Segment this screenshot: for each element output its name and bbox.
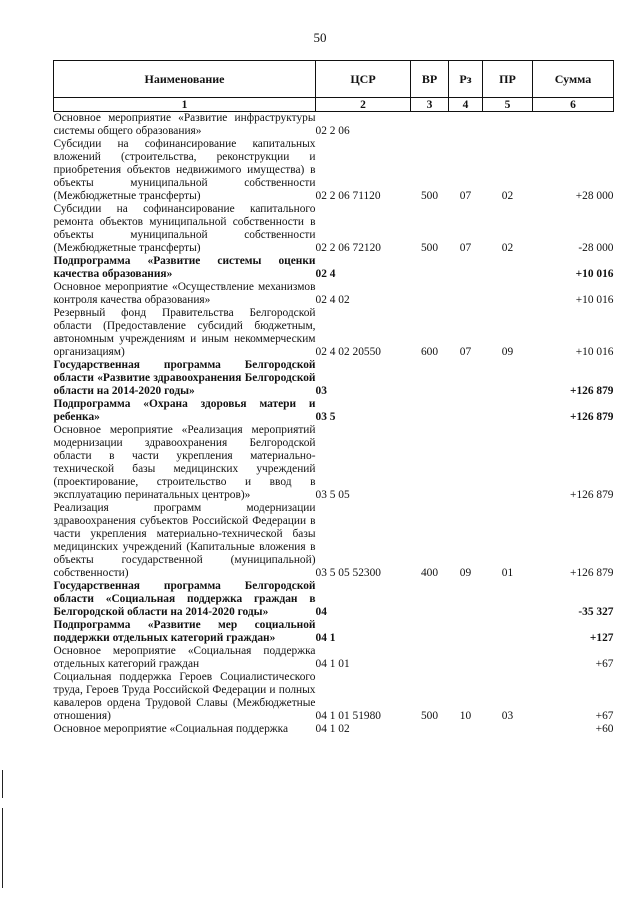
- cell-vr: 500: [420, 242, 439, 254]
- cell-pr: [483, 723, 533, 736]
- column-number: 2: [316, 98, 411, 112]
- table-row: [54, 580, 614, 619]
- cell-vr: [411, 398, 449, 424]
- cell-pr: [483, 112, 533, 139]
- table-row: [54, 645, 614, 671]
- cell-pr: 09: [501, 346, 514, 358]
- header-name: Наименование: [54, 61, 316, 98]
- column-number-row: [54, 98, 614, 112]
- column-number: 6: [533, 98, 614, 112]
- cell-rz: [449, 255, 483, 281]
- table-row: [54, 398, 614, 424]
- cell-name: Основное мероприятие «Развитие инфраструктуры системы общего образования»: [53, 112, 316, 137]
- cell-rz: [449, 424, 483, 502]
- table-row: [54, 671, 614, 723]
- cell-csr: 04 1 01 51980: [315, 710, 381, 722]
- column-number: 5: [483, 98, 533, 112]
- cell-vr: [411, 255, 449, 281]
- cell-pr: [483, 580, 533, 619]
- table-row: [54, 138, 614, 203]
- cell-rz: [449, 281, 483, 307]
- cell-name: Субсидии на софинансирование капитальных вложений (строительства, реконструкции и приобретения объектов недвижимого имущества) в объекты муниципальной собственности (Межбюджетные трансферты): [53, 138, 316, 202]
- cell-pr: [483, 645, 533, 671]
- cell-rz: [449, 619, 483, 645]
- cell-csr: 02 4 02: [315, 294, 350, 306]
- cell-vr: 500: [420, 190, 439, 202]
- table-row: [54, 112, 614, 139]
- cell-csr: 02 4: [315, 268, 336, 280]
- cell-csr: 02 4 02 20550: [315, 346, 381, 358]
- table-row: [54, 255, 614, 281]
- page-number: 50: [313, 30, 327, 45]
- cell-rz: 10: [459, 710, 472, 722]
- budget-table: [53, 60, 614, 736]
- table-row: [54, 723, 614, 736]
- cell-pr: [483, 359, 533, 398]
- cell-sum: +10 016: [575, 294, 614, 306]
- cell-vr: [411, 580, 449, 619]
- table-row: [54, 424, 614, 502]
- column-number: 3: [411, 98, 449, 112]
- column-number: 1: [54, 98, 316, 112]
- cell-name: Социальная поддержка Героев Социалистического труда, Героев Труда Российской Федерации и полных кавалеров ордена Трудовой Славы (Межбюджетные отношения): [53, 671, 316, 722]
- table-row: [54, 281, 614, 307]
- header-row: [54, 61, 614, 98]
- cell-vr: [411, 424, 449, 502]
- table-row: [54, 502, 614, 580]
- cell-pr: [483, 424, 533, 502]
- cell-sum: +126 879: [569, 385, 614, 397]
- cell-csr: 03 5 05: [315, 489, 350, 501]
- cell-vr: [411, 619, 449, 645]
- cell-sum: -28 000: [578, 242, 614, 254]
- cell-name: Основное мероприятие «Реализация мероприятий модернизации здравоохранения Белгородской области в части укрепления материально-технической базы медицинских учреждений (проектирование, строительство и ввод в эксплуатацию перинатальных центров)»: [53, 424, 316, 501]
- cell-sum: +60: [595, 723, 614, 735]
- cell-vr: 600: [420, 346, 439, 358]
- table-body: [54, 112, 614, 737]
- header-rz: Рз: [449, 61, 483, 98]
- cell-pr: 01: [501, 567, 514, 579]
- cell-pr: [483, 398, 533, 424]
- cell-name: Подпрограмма «Развитие мер социальной поддержки отдельных категорий граждан»: [53, 619, 316, 644]
- header-pr: ПР: [483, 61, 533, 98]
- cell-sum: +10 016: [575, 268, 614, 280]
- cell-rz: [449, 723, 483, 736]
- cell-vr: 400: [420, 567, 439, 579]
- cell-rz: 07: [459, 346, 472, 358]
- cell-rz: 07: [459, 190, 472, 202]
- cell-rz: [449, 112, 483, 139]
- cell-csr: 03 5 05 52300: [315, 567, 381, 579]
- cell-rz: [449, 359, 483, 398]
- cell-name: Государственная программа Белгородской области «Социальная поддержка граждан в Белгородской области на 2014-2020 годы»: [53, 580, 316, 618]
- cell-name: Основное мероприятие «Социальная поддержка: [53, 723, 289, 735]
- cell-sum: +67: [595, 658, 614, 670]
- cell-rz: [449, 645, 483, 671]
- cell-csr: 04 1 02: [315, 723, 350, 735]
- cell-name: Резервный фонд Правительства Белгородской области (Предоставление субсидий бюджетным, автономным учреждениям и иным некоммерческим организациям): [53, 307, 316, 358]
- cell-csr: 02 2 06: [315, 125, 350, 137]
- table-row: [54, 359, 614, 398]
- margin-mark: [2, 808, 3, 888]
- cell-sum: -35 327: [578, 606, 614, 618]
- header-vr: ВР: [411, 61, 449, 98]
- cell-rz: [449, 580, 483, 619]
- cell-vr: [411, 723, 449, 736]
- column-number: 4: [449, 98, 483, 112]
- cell-sum: +67: [595, 710, 614, 722]
- table-row: [54, 619, 614, 645]
- cell-name: Основное мероприятие «Осуществление механизмов контроля качества образования»: [53, 281, 316, 306]
- cell-sum: +127: [589, 632, 614, 644]
- cell-vr: [411, 645, 449, 671]
- cell-pr: 02: [501, 242, 514, 254]
- cell-name: Основное мероприятие «Социальная поддержка отдельных категорий граждан: [53, 645, 316, 670]
- cell-csr: 02 2 06 71120: [315, 190, 381, 202]
- cell-csr: 04 1 01: [315, 658, 350, 670]
- cell-rz: 07: [459, 242, 472, 254]
- cell-rz: 09: [459, 567, 472, 579]
- cell-csr: 02 2 06 72120: [315, 242, 381, 254]
- margin-mark: [2, 770, 3, 798]
- cell-vr: [411, 281, 449, 307]
- cell-vr: [411, 359, 449, 398]
- cell-sum: +126 879: [570, 567, 614, 579]
- cell-name: Подпрограмма «Развитие системы оценки качества образования»: [53, 255, 316, 280]
- cell-csr: 03: [315, 385, 327, 397]
- cell-sum: +126 879: [570, 489, 614, 501]
- table-row: [54, 203, 614, 255]
- cell-pr: [483, 619, 533, 645]
- cell-pr: [483, 281, 533, 307]
- cell-name: Реализация программ модернизации здравоохранения субъектов Российской Федерации в части укрепления материально-технической базы медицинских учреждений (Капитальные вложения в объекты государственной (муниципальной) собственности): [53, 502, 316, 579]
- cell-sum: +10 016: [575, 346, 614, 358]
- cell-csr: 04: [315, 606, 327, 618]
- cell-sum: [533, 112, 614, 139]
- cell-pr: 02: [501, 190, 514, 202]
- cell-vr: 500: [420, 710, 439, 722]
- cell-sum: +28 000: [575, 190, 614, 202]
- cell-rz: [449, 398, 483, 424]
- cell-name: Подпрограмма «Охрана здоровья матери и ребенка»: [53, 398, 316, 423]
- cell-name: Государственная программа Белгородской области «Развитие здравоохранения Белгородской области на 2014-2020 годы»: [53, 359, 316, 397]
- cell-csr: 04 1: [315, 632, 336, 644]
- cell-csr: 03 5: [315, 411, 336, 423]
- header-sum: Сумма: [533, 61, 614, 98]
- cell-sum: +126 879: [569, 411, 614, 423]
- cell-pr: 03: [501, 710, 514, 722]
- cell-name: Субсидии на софинансирование капитального ремонта объектов муниципальной собственности в объекты муниципальной собственности (Межбюджетные трансферты): [53, 203, 316, 254]
- table-row: [54, 307, 614, 359]
- cell-vr: [411, 112, 449, 139]
- header-csr: ЦСР: [316, 61, 411, 98]
- cell-pr: [483, 255, 533, 281]
